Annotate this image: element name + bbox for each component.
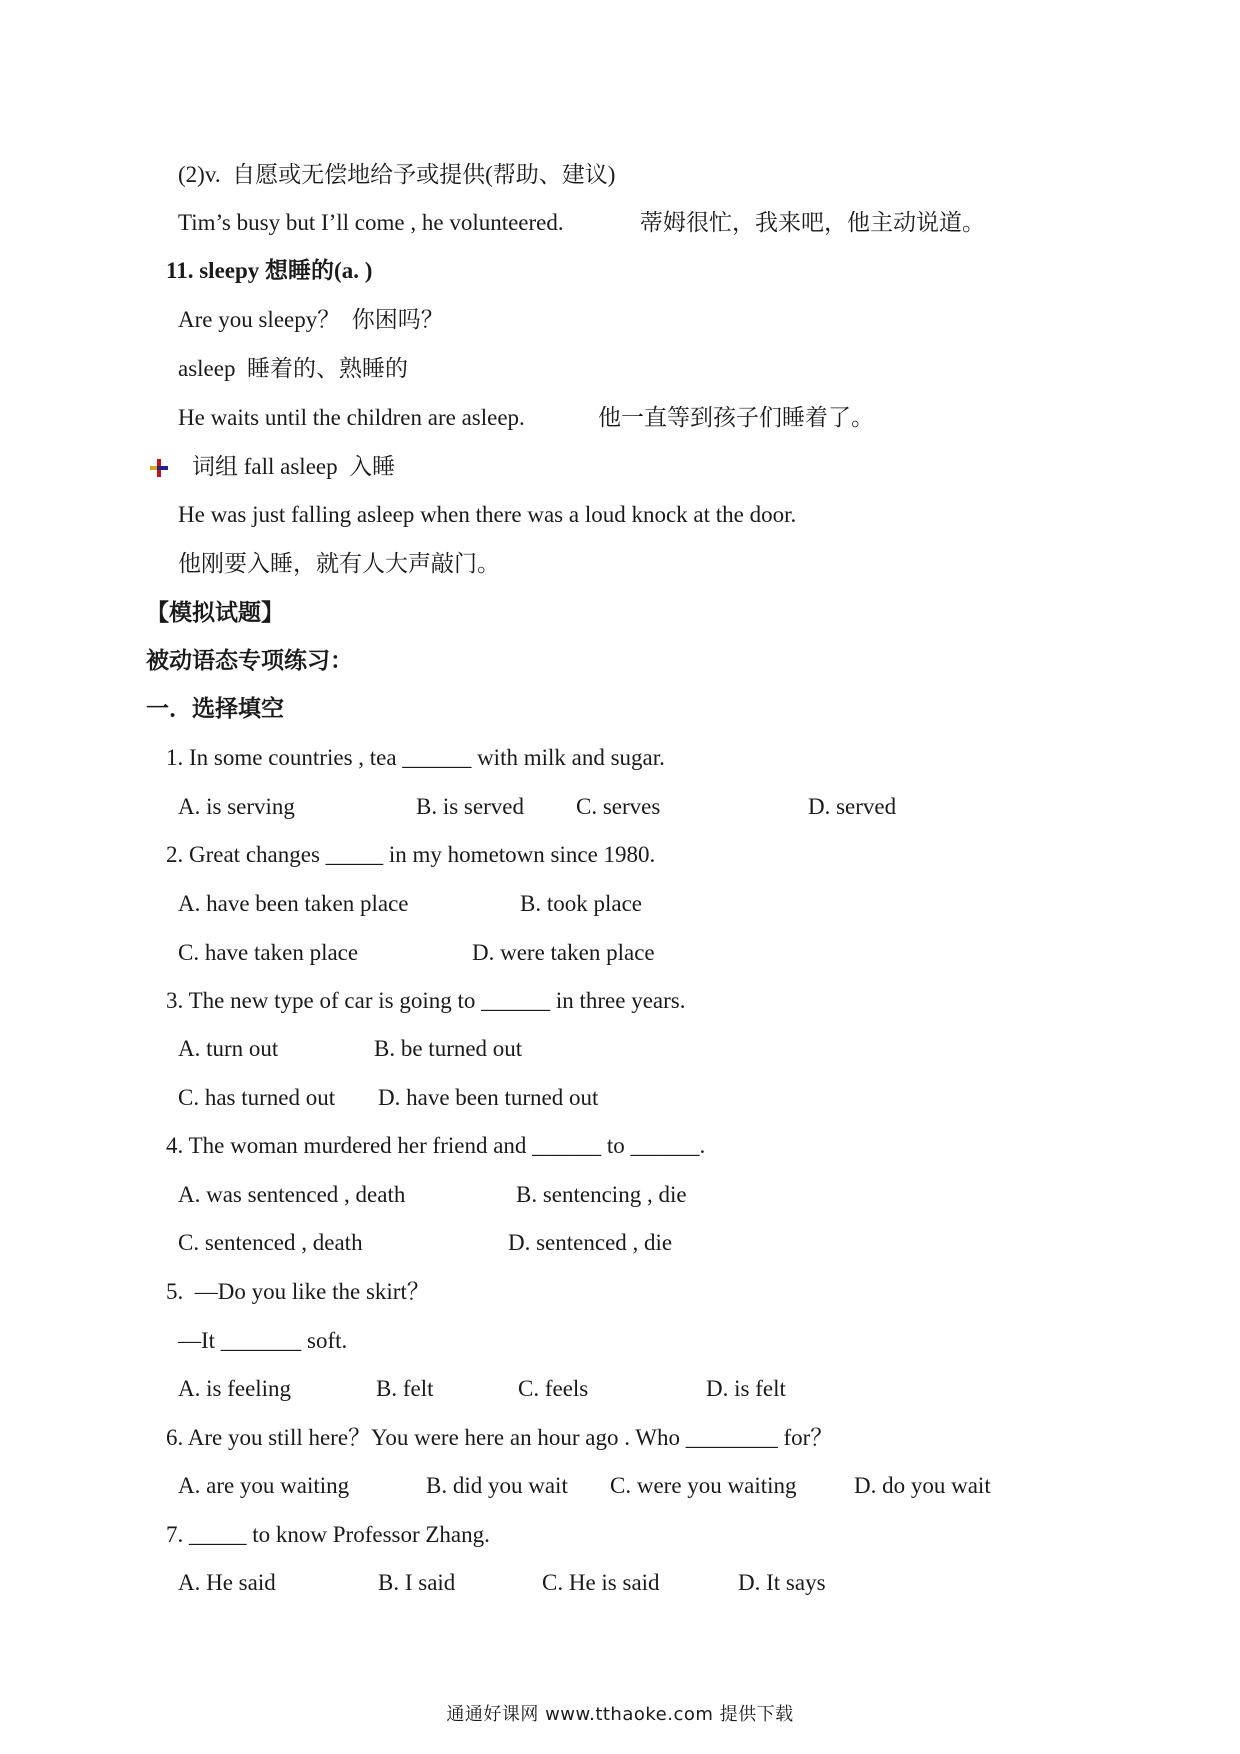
- example-fall-asleep-en: He was just falling asleep when there was a loud knock at the door.: [178, 502, 797, 527]
- example-sleepy: Are you sleepy？ 你困吗？: [178, 307, 444, 332]
- option-d: D. served: [808, 794, 897, 819]
- option-c: C. sentenced , death: [178, 1230, 363, 1255]
- option-a: A. He said: [178, 1570, 276, 1595]
- section-title: 【模拟试题】: [146, 600, 284, 625]
- option-b: B. felt: [376, 1376, 434, 1401]
- example-volunteer-en: Tim’s busy but I’ll come , he volunteered.: [178, 210, 564, 235]
- question-stem: 1. In some countries , tea ______ with milk and sugar.: [166, 745, 665, 770]
- option-a: A. is serving: [178, 794, 295, 819]
- option-b: B. is served: [416, 794, 524, 819]
- option-b: B. did you wait: [426, 1473, 568, 1498]
- question-reply: —It _______ soft.: [178, 1328, 348, 1353]
- page-footer: 通通好课网 www.tthaoke.com 提供下载: [446, 1704, 794, 1725]
- example-asleep-zh: 他一直等到孩子们睡着了。: [598, 405, 874, 430]
- question-stem: 5. —Do you like the skirt？: [166, 1279, 430, 1304]
- option-b: B. sentencing , die: [516, 1182, 687, 1207]
- option-a: A. was sentenced , death: [178, 1182, 406, 1207]
- option-a: A. turn out: [178, 1036, 279, 1061]
- question-stem: 3. The new type of car is going to ______ in three years.: [166, 988, 686, 1013]
- option-a: A. is feeling: [178, 1376, 292, 1401]
- def-asleep: asleep 睡着的、熟睡的: [178, 356, 408, 381]
- option-d: D. were taken place: [472, 940, 655, 965]
- question-stem: 6. Are you still here？You were here an hour ago . Who ________ for？: [166, 1425, 834, 1450]
- example-fall-asleep-zh: 他刚要入睡，就有人大声敲门。: [178, 551, 500, 576]
- question-stem: 7. _____ to know Professor Zhang.: [166, 1522, 490, 1547]
- arrow-bullet-icon: [148, 457, 170, 479]
- option-c: C. were you waiting: [610, 1473, 797, 1498]
- option-d: D. sentenced , die: [508, 1230, 673, 1255]
- option-c: C. have taken place: [178, 940, 359, 965]
- option-b: B. be turned out: [374, 1036, 523, 1061]
- option-d: D. do you wait: [854, 1473, 991, 1498]
- def-volunteer-v2: (2)v. 自愿或无偿地给予或提供(帮助、建议): [178, 162, 616, 187]
- part-heading: 一．选择填空: [146, 696, 284, 721]
- option-a: A. are you waiting: [178, 1473, 350, 1498]
- option-b: B. took place: [520, 891, 642, 916]
- option-c: C. serves: [576, 794, 661, 819]
- option-a: A. have been taken place: [178, 891, 409, 916]
- phrase-fall-asleep: 词组 fall asleep 入睡: [192, 454, 396, 479]
- option-c: C. has turned out: [178, 1085, 336, 1110]
- item-11-heading: 11. sleepy 想睡的(a. ): [166, 258, 373, 283]
- question-stem: 4. The woman murdered her friend and ______ to ______.: [166, 1133, 706, 1158]
- example-asleep-en: He waits until the children are asleep.: [178, 405, 525, 430]
- question-stem: 2. Great changes _____ in my hometown since 1980.: [166, 842, 656, 867]
- option-d: D. is felt: [706, 1376, 786, 1401]
- option-b: B. I said: [378, 1570, 456, 1595]
- option-c: C. He is said: [542, 1570, 660, 1595]
- option-d: D. It says: [738, 1570, 826, 1595]
- option-c: C. feels: [518, 1376, 589, 1401]
- option-d: D. have been turned out: [378, 1085, 599, 1110]
- section-subtitle: 被动语态专项练习：: [146, 648, 353, 673]
- example-volunteer-zh: 蒂姆很忙，我来吧，他主动说道。: [640, 210, 985, 235]
